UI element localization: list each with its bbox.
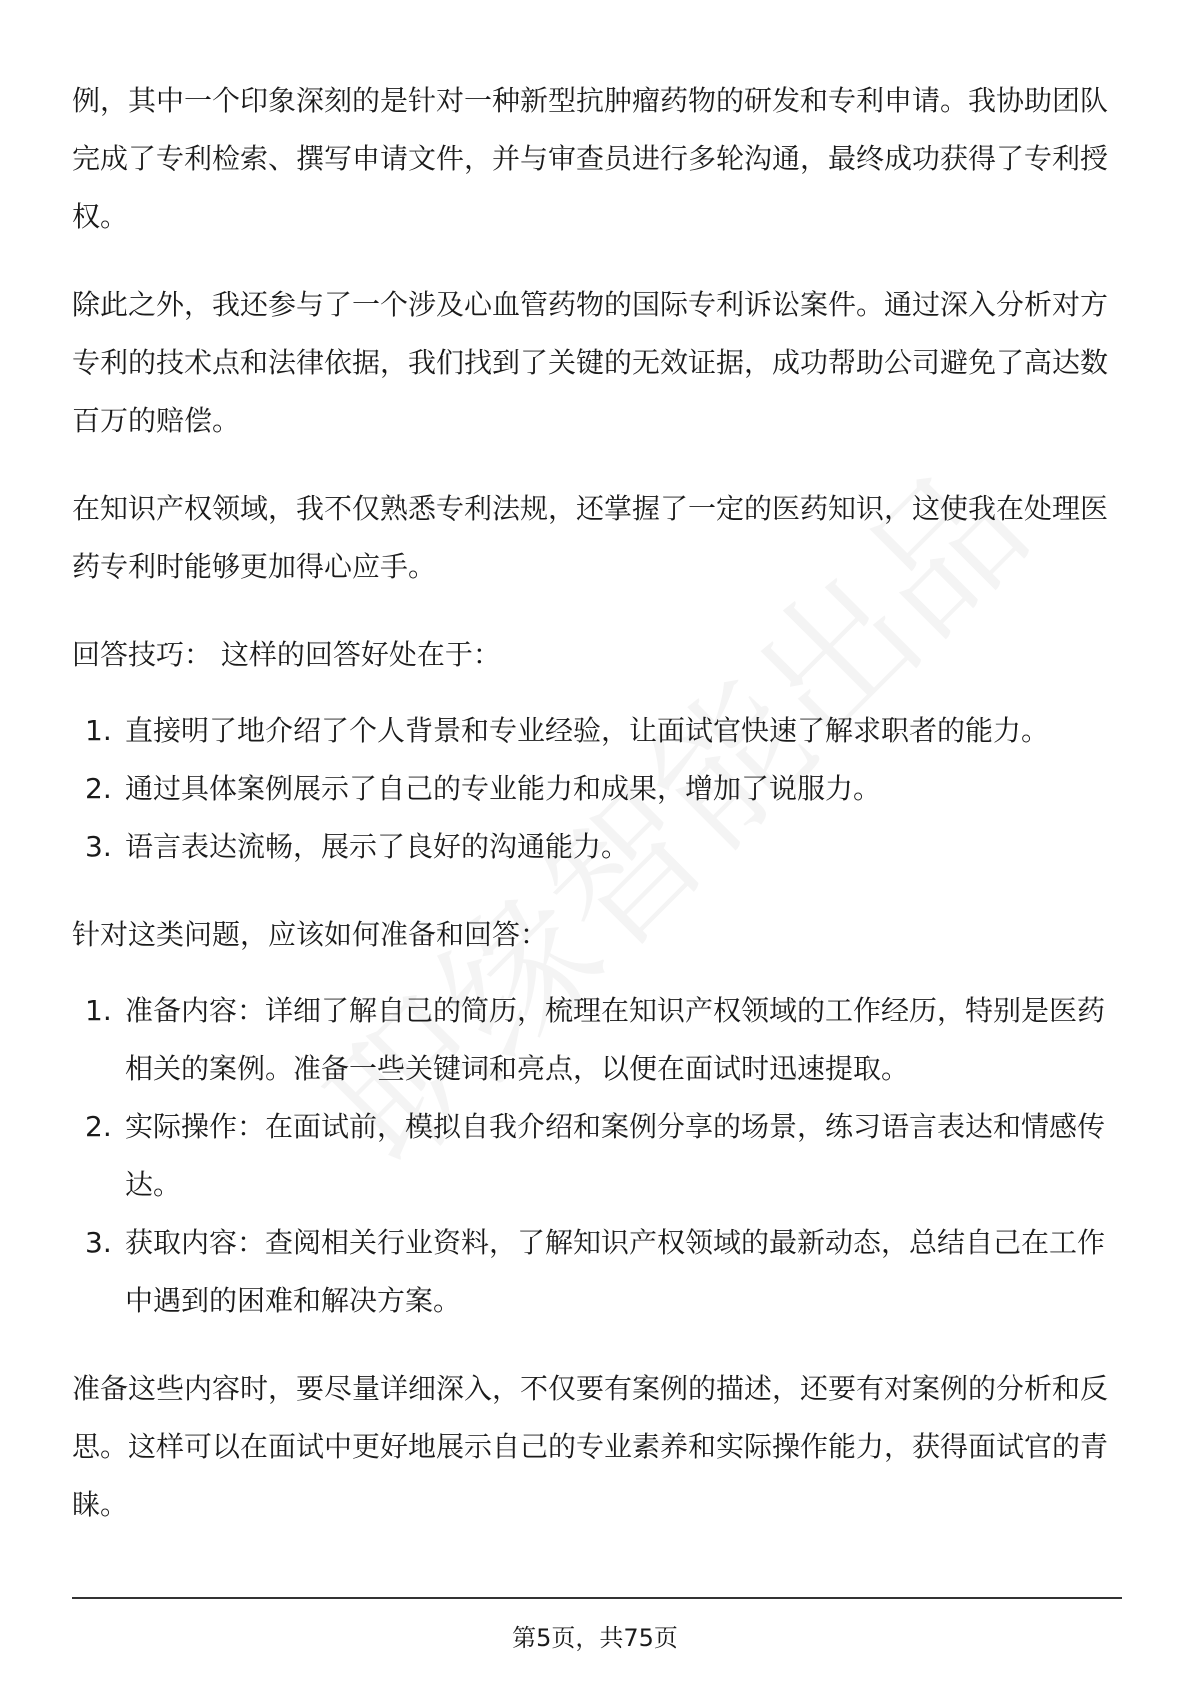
list-item (72, 1098, 1122, 1214)
list-item (72, 818, 1122, 876)
preparation-heading: 针对这类问题，应该如何准备和回答： (72, 918, 549, 951)
list-item-text: 获取内容：查阅相关行业资料，了解知识产权领域的最新动态，总结自己在工作中遇到的困难和解决方案。 (125, 1226, 1106, 1317)
list-item (72, 982, 1122, 1098)
list-number: 3. (85, 1226, 112, 1259)
page-number: 第5页，共75页 (512, 1624, 678, 1652)
answer-tips-list (72, 702, 1122, 876)
answer-tips-heading: 回答技巧： 这样的回答好处在于： (72, 638, 501, 671)
paragraph: 准备这些内容时，要尽量详细深入，不仅要有案例的描述，还要有对案例的分析和反思。这样可以在面试中更好地展示自己的专业素养和实际操作能力，获得面试官的青睐。 (72, 1372, 1109, 1521)
list-item-text: 通过具体案例展示了自己的专业能力和成果，增加了说服力。 (125, 772, 882, 805)
list-item-text: 语言表达流畅，展示了良好的沟通能力。 (125, 830, 630, 863)
list-item (72, 760, 1122, 818)
list-number: 2. (85, 1110, 112, 1143)
paragraph: 除此之外，我还参与了一个涉及心血管药物的国际专利诉讼案件。通过深入分析对方专利的技术点和法律依据，我们找到了关键的无效证据，成功帮助公司避免了高达数百万的赔偿。 (72, 288, 1109, 437)
list-number: 3. (85, 830, 112, 863)
paragraph: 在知识产权领域，我不仅熟悉专利法规，还掌握了一定的医药知识，这使我在处理医药专利时能够更加得心应手。 (72, 492, 1109, 583)
list-item-text: 准备内容：详细了解自己的简历，梳理在知识产权领域的工作经历，特别是医药相关的案例。准备一些关键词和亮点，以便在面试时迅速提取。 (125, 994, 1106, 1085)
list-item-text: 实际操作：在面试前，模拟自我介绍和案例分享的场景，练习语言表达和情感传达。 (125, 1110, 1106, 1201)
document-body (72, 72, 1122, 1564)
paragraph: 例，其中一个印象深刻的是针对一种新型抗肿瘤药物的研发和专利申请。我协助团队完成了专利检索、撰写申请文件，并与审查员进行多轮沟通，最终成功获得了专利授权。 (72, 84, 1109, 233)
list-number: 2. (85, 772, 112, 805)
list-number: 1. (85, 714, 112, 747)
list-item (72, 1214, 1122, 1330)
list-number: 1. (85, 994, 112, 1027)
list-item (72, 702, 1122, 760)
list-item-text: 直接明了地介绍了个人背景和专业经验，让面试官快速了解求职者的能力。 (125, 714, 1050, 747)
preparation-list (72, 982, 1122, 1330)
footer-divider (72, 1597, 1122, 1599)
